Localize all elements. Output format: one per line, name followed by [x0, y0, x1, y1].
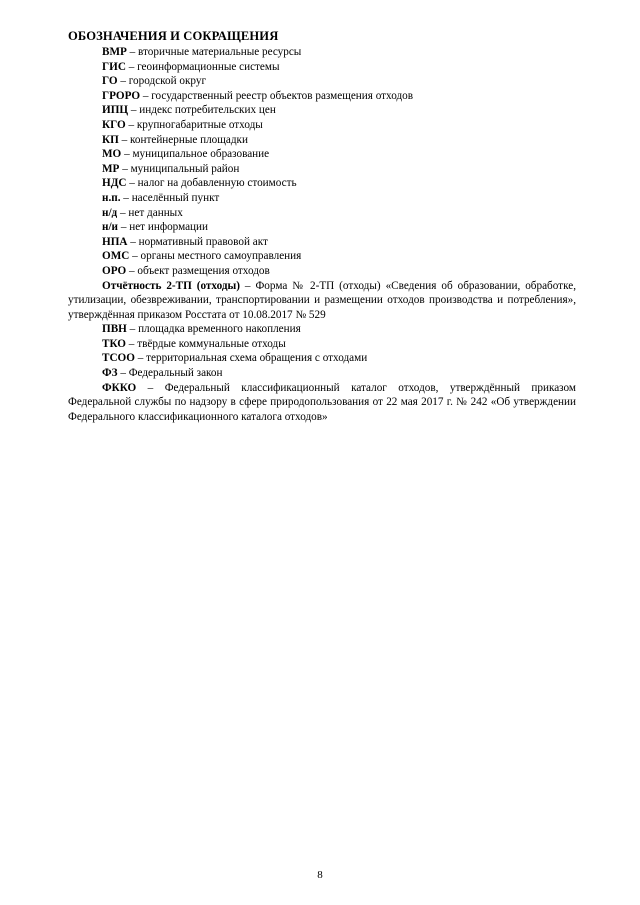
list-item [68, 235, 576, 250]
definition: – контейнерные площадки [118, 133, 248, 146]
list-item [68, 147, 576, 162]
abbreviation: ОМС [102, 250, 130, 263]
abbreviation: ИПЦ [102, 104, 129, 117]
definition: – твёрдые коммунальные отходы [126, 337, 286, 350]
list-item [68, 133, 576, 148]
list-item [68, 381, 576, 425]
list-item [68, 45, 576, 60]
list-item [68, 264, 576, 279]
page-number: 8 [317, 869, 323, 881]
abbreviation: ФЗ [102, 367, 118, 380]
definition: – органы местного самоуправления [129, 250, 302, 263]
abbreviation: н.п. [102, 191, 121, 204]
list-item [68, 279, 576, 323]
list-item [68, 60, 576, 75]
abbreviation-list [68, 45, 576, 424]
abbreviation: ФККО [102, 381, 137, 394]
abbreviation: ГРОРО [102, 89, 141, 102]
definition: – муниципальный район [119, 162, 240, 175]
definition: – Федеральный закон [117, 367, 223, 380]
definition: – нет информации [118, 221, 209, 234]
page-title: ОБОЗНАЧЕНИЯ И СОКРАЩЕНИЯ [68, 29, 279, 43]
list-item [68, 191, 576, 206]
list-item [68, 89, 576, 104]
abbreviation: ТСОО [102, 352, 135, 365]
abbreviation: НПА [102, 235, 128, 248]
definition: – крупногабаритные отходы [125, 118, 263, 131]
definition: – Федеральный классификационный каталог отходов, утверждённый приказом Федеральной службы по надзору в сфере природопользования от 22 мая 2017 г. № 242 «Об утверждении Федерального классификационного каталога отходов» [68, 381, 576, 423]
definition: – Форма № 2-ТП (отходы) «Сведения об образовании, обработке, утилизации, обезвреживании, транспортировании и размещении отходов производства и потребления», утверждённая приказом Росстата от 10.08.2017 № 529 [68, 279, 576, 321]
abbreviation: КП [102, 133, 119, 146]
definition: – государственный реестр объектов размещения отходов [140, 89, 414, 102]
abbreviation: ГО [102, 75, 118, 88]
definition: – муниципальное образование [121, 148, 270, 161]
list-item [68, 162, 576, 177]
definition: – вторичные материальные ресурсы [126, 46, 302, 58]
abbreviation: МО [102, 148, 122, 161]
abbreviation: н/и [102, 221, 119, 234]
definition: – площадка временного накопления [126, 323, 301, 336]
definition: – налог на добавленную стоимость [126, 177, 297, 190]
list-item [68, 249, 576, 264]
list-item [68, 103, 576, 118]
abbreviation: Отчётность 2-ТП (отходы) [102, 279, 240, 292]
definition: – городской округ [117, 75, 207, 88]
definition: – индекс потребительских цен [128, 104, 276, 117]
list-item [68, 74, 576, 89]
list-item [68, 220, 576, 235]
definition: – геоинформационные системы [125, 60, 280, 73]
abbreviation: ТКО [102, 337, 126, 350]
abbreviation: КГО [102, 118, 126, 131]
list-item [68, 206, 576, 221]
abbreviation: ВМР [102, 46, 127, 58]
list-item [68, 366, 576, 381]
abbreviation: МР [102, 162, 120, 175]
definition: – населённый пункт [120, 191, 220, 204]
abbreviation: ОРО [102, 264, 127, 277]
list-item [68, 176, 576, 191]
list-item [68, 351, 576, 366]
abbreviation: н/д [102, 206, 118, 219]
abbreviation: НДС [102, 177, 127, 190]
list-item [68, 118, 576, 133]
abbreviation: ПВН [102, 323, 127, 336]
definition: – объект размещения отходов [126, 264, 270, 277]
abbreviation: ГИС [102, 60, 126, 73]
list-item [68, 322, 576, 337]
definition: – нет данных [117, 206, 183, 219]
definition: – нормативный правовой акт [127, 235, 268, 248]
definition: – территориальная схема обращения с отходами [134, 352, 368, 365]
list-item [68, 337, 576, 352]
